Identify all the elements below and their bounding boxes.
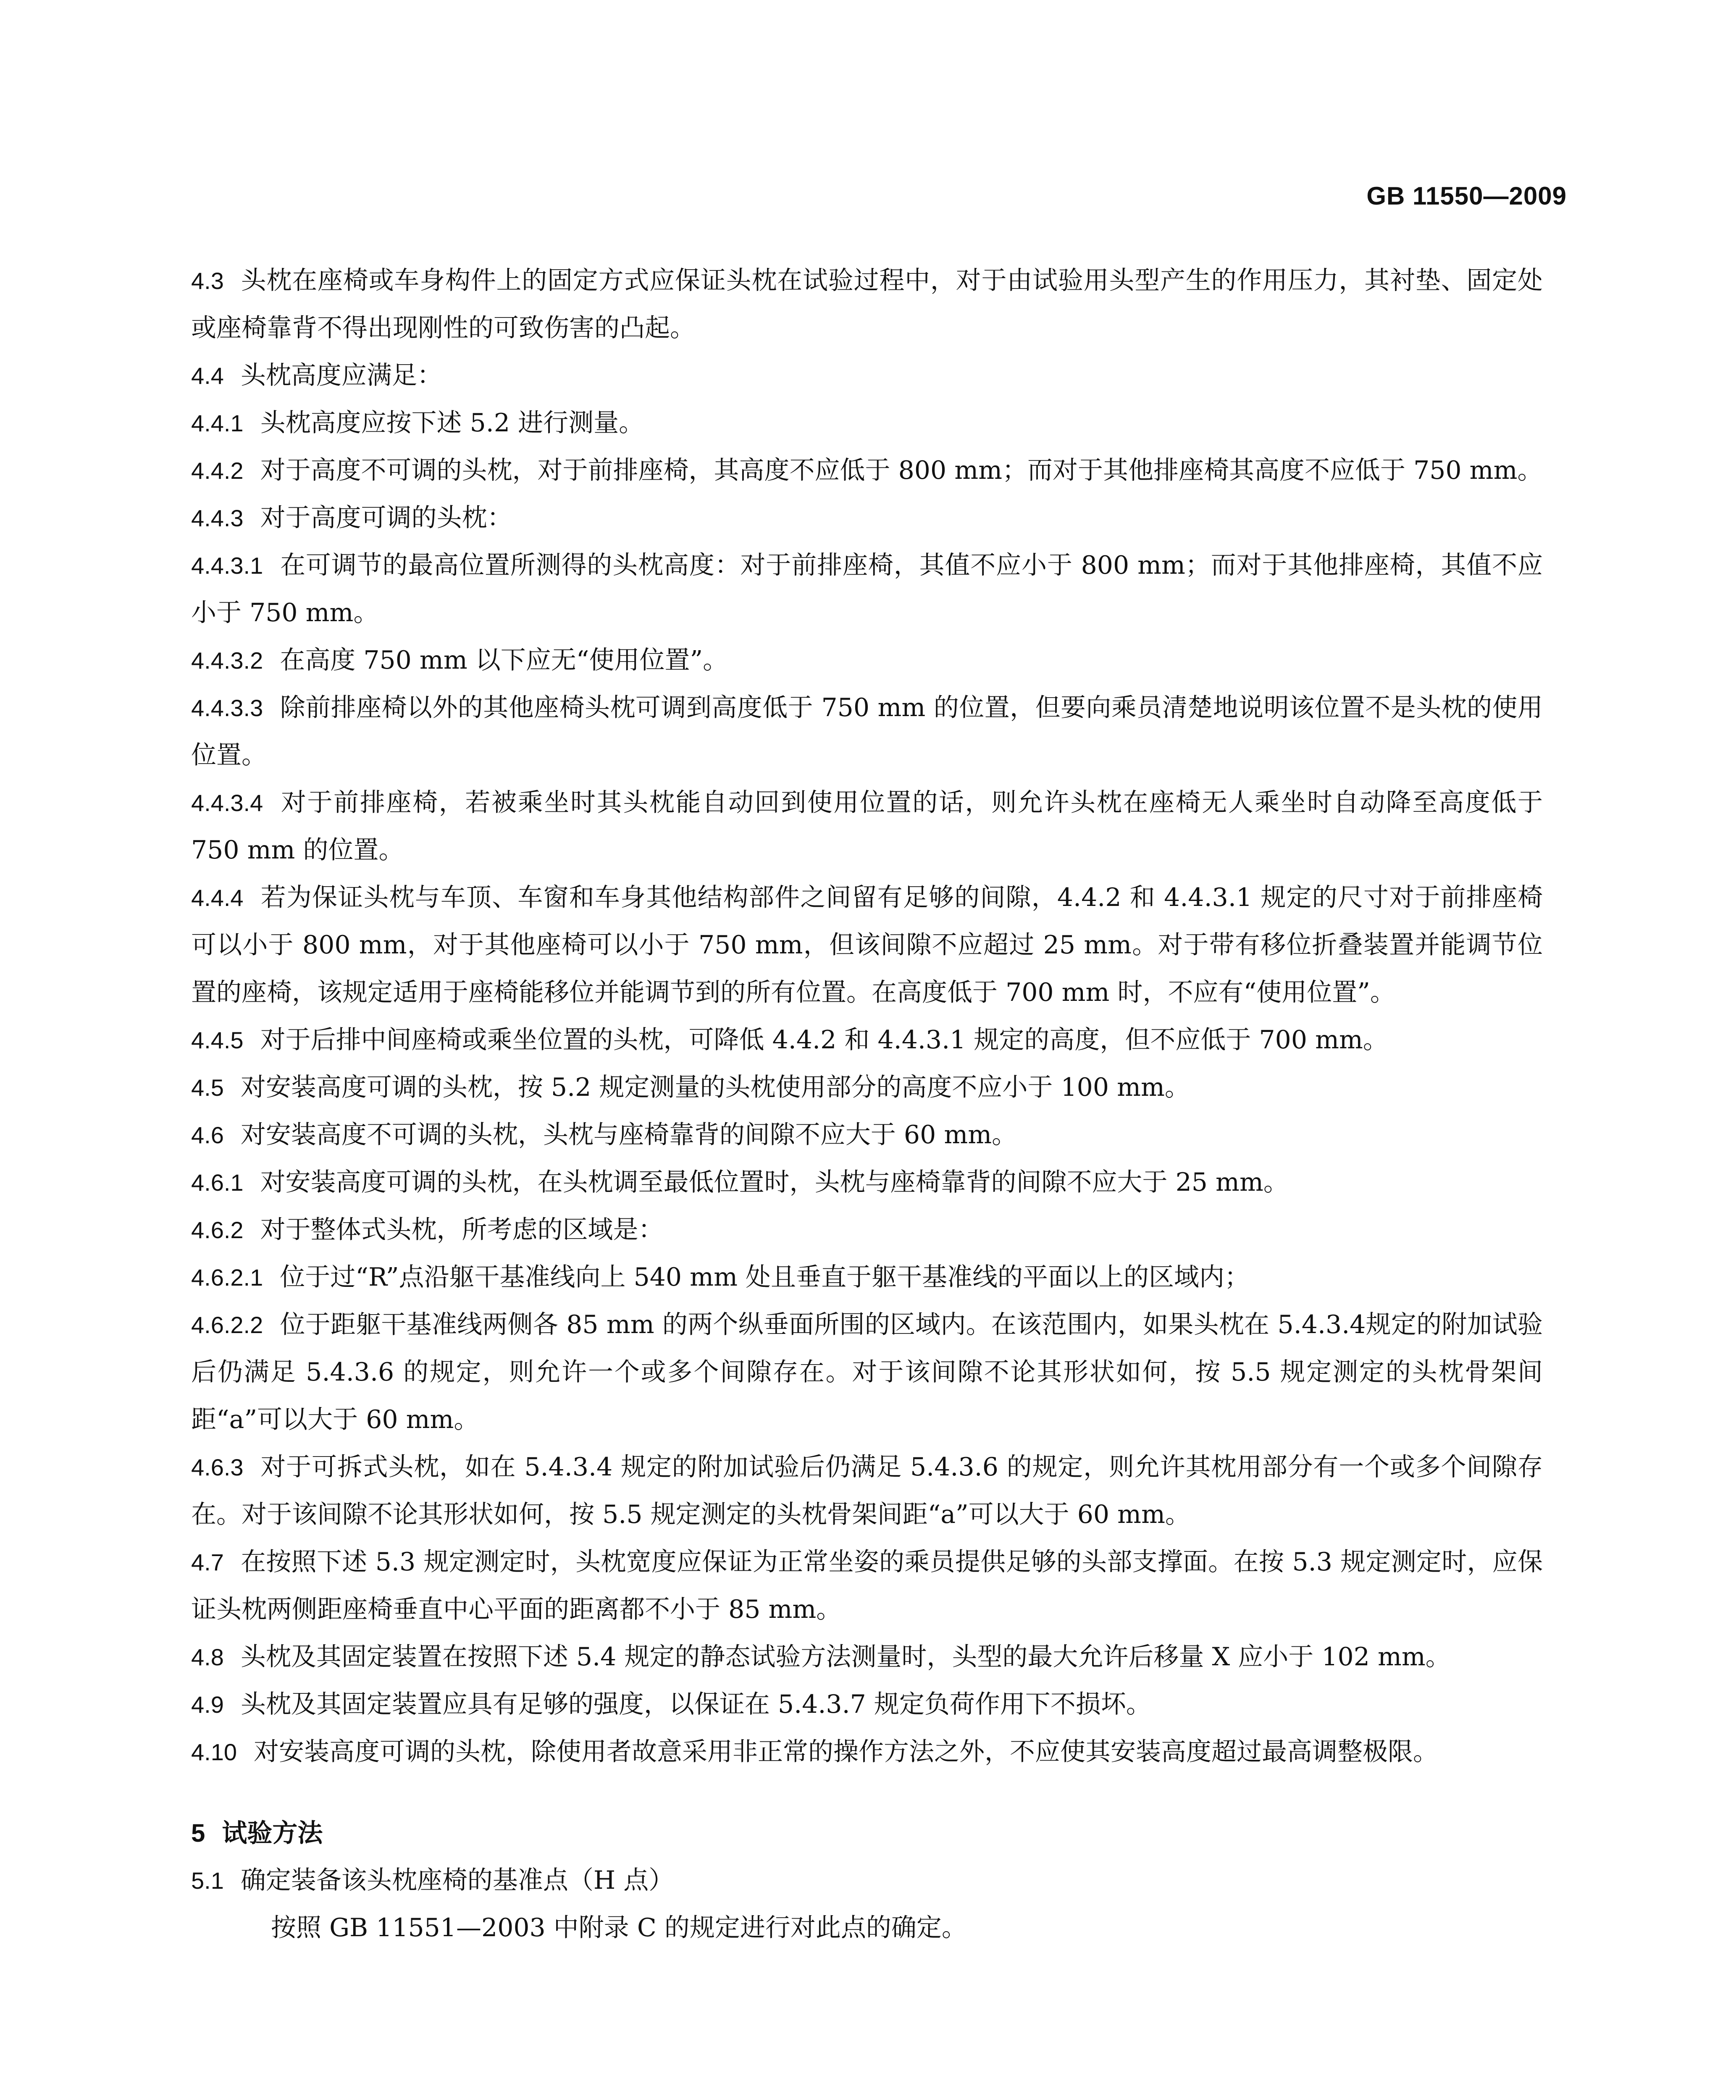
clause-text: 对安装高度可调的头枕，在头枕调至最低位置时，头枕与座椅靠背的间隙不应大于 25 mm。: [260, 1168, 1289, 1197]
clause: [191, 542, 1543, 637]
clause-text: 头枕高度应按下述 5.2 进行测量。: [260, 408, 644, 438]
clause-number: 4.4: [191, 362, 224, 389]
clause: [191, 1301, 1543, 1444]
section-heading: [191, 1809, 1543, 1857]
clause-text: 头枕及其固定装置在按照下述 5.4 规定的静态试验方法测量时，头型的最大允许后移量 X 应小于 102 mm。: [240, 1642, 1451, 1672]
clause-number: 4.4.5: [191, 1027, 244, 1053]
document-id: GB 11550—2009: [1366, 182, 1567, 210]
clause-number: 4.6.2.1: [191, 1264, 263, 1291]
clause-list: [191, 257, 1543, 1776]
clause-5-1: [191, 1857, 1543, 1904]
clause: [191, 779, 1543, 874]
clause: [191, 1111, 1543, 1159]
clause-number: 4.6: [191, 1122, 224, 1148]
clause-number: 4.10: [191, 1739, 237, 1765]
clause-number: 4.5: [191, 1074, 224, 1101]
clause-text: 若为保证头枕与车顶、车窗和车身其他结构部件之间留有足够的间隙，4.4.2 和 4.4.3.1 规定的尺寸对于前排座椅可以小于 800 mm，对于其他座椅可以小于 750 mm，但该间隙不应超过 25 mm。对于带有移位折叠装置并能调节位置的座椅，该规定适用于座椅能移位并能调节到的所有位置。在高度低于 700 mm 时，不应有“使用位置”。: [191, 883, 1543, 1007]
clause: [191, 1159, 1543, 1206]
clause: [191, 1444, 1543, 1538]
clause-number: 4.3: [191, 268, 224, 294]
clause-text: 对于整体式头枕，所考虑的区域是：: [260, 1215, 664, 1244]
clause: [191, 1538, 1543, 1633]
clause-number: 4.4.3.2: [191, 647, 263, 674]
clause: [191, 257, 1543, 352]
document-body: [191, 257, 1543, 1952]
clause-number: 4.6.3: [191, 1454, 244, 1480]
clause-number: 4.4.4: [191, 885, 244, 911]
clause-number: 4.8: [191, 1644, 224, 1670]
clause: [191, 352, 1543, 399]
clause-text: 头枕高度应满足：: [240, 361, 442, 390]
clause: [191, 1254, 1543, 1301]
clause-number: 4.9: [191, 1691, 224, 1718]
clause-number: 4.4.3.1: [191, 552, 263, 579]
clause: [191, 684, 1543, 779]
clause-text: 对于后排中间座椅或乘坐位置的头枕，可降低 4.4.2 和 4.4.3.1 规定的高度，但不应低于 700 mm。: [260, 1025, 1388, 1055]
clause-text: 位于距躯干基准线两侧各 85 mm 的两个纵垂面所围的区域内。在该范围内，如果头枕在 5.4.3.4规定的附加试验后仍满足 5.4.3.6 的规定，则允许一个或多个间隙存在。对于该间隙不论其形状如何，按 5.5 规定测定的头枕骨架间距“a”可以大于 60 mm。: [191, 1310, 1543, 1434]
clause-text: 头枕在座椅或车身构件上的固定方式应保证头枕在试验过程中，对于由试验用头型产生的作用压力，其衬垫、固定处或座椅靠背不得出现刚性的可致伤害的凸起。: [191, 266, 1543, 343]
clause-number: 4.6.2.2: [191, 1312, 263, 1338]
section-number: 5: [191, 1819, 205, 1847]
clause: [191, 494, 1543, 542]
clause-text: 头枕及其固定装置应具有足够的强度，以保证在 5.4.3.7 规定负荷作用下不损坏。: [240, 1690, 1151, 1719]
clause: [191, 1728, 1543, 1776]
clause-number: 4.4.2: [191, 457, 244, 484]
clause-text: 确定装备该头枕座椅的基准点（H 点）: [240, 1866, 674, 1895]
clause-number: 4.6.2: [191, 1217, 244, 1243]
clause: [191, 1016, 1543, 1064]
clause-text: 对于前排座椅，若被乘坐时其头枕能自动回到使用位置的话，则允许头枕在座椅无人乘坐时自动降至高度低于 750 mm 的位置。: [191, 788, 1543, 865]
clause-text: 对于高度不可调的头枕，对于前排座椅，其高度不应低于 800 mm；而对于其他排座椅其高度不应低于 750 mm。: [260, 456, 1543, 485]
clause-text: 在可调节的最高位置所测得的头枕高度：对于前排座椅，其值不应小于 800 mm；而对于其他排座椅，其值不应小于 750 mm。: [191, 551, 1543, 627]
clause-text: 除前排座椅以外的其他座椅头枕可调到高度低于 750 mm 的位置，但要向乘员清楚地说明该位置不是头枕的使用位置。: [191, 693, 1543, 770]
clause-text: 在高度 750 mm 以下应无“使用位置”。: [280, 646, 728, 675]
clause: [191, 1206, 1543, 1254]
clause: [191, 874, 1543, 1016]
paragraph: 按照 GB 11551—2003 中附录 C 的规定进行对此点的确定。: [271, 1913, 967, 1942]
clause-text: 对于可拆式头枕，如在 5.4.3.4 规定的附加试验后仍满足 5.4.3.6 的规定，则允许其枕用部分有一个或多个间隙存在。对于该间隙不论其形状如何，按 5.5 规定测定的头枕骨架间距“a”可以大于 60 mm。: [191, 1452, 1543, 1529]
clause-number: 4.7: [191, 1549, 224, 1575]
clause-number: 4.4.3: [191, 505, 244, 531]
clause-number: 5.1: [191, 1867, 224, 1894]
clause-text: 对于高度可调的头枕：: [260, 503, 512, 533]
clause-text: 对安装高度可调的头枕，除使用者故意采用非正常的操作方法之外，不应使其安装高度超过最高调整极限。: [254, 1737, 1438, 1767]
clause: [191, 447, 1543, 494]
clause: [191, 399, 1543, 447]
clause-text: 在按照下述 5.3 规定测定时，头枕宽度应保证为正常坐姿的乘员提供足够的头部支撑面。在按 5.3 规定测定时，应保证头枕两侧距座椅垂直中心平面的距离都不小于 85 mm。: [191, 1547, 1543, 1624]
clause: [191, 637, 1543, 684]
clause-number: 4.4.3.4: [191, 790, 263, 816]
clause-number: 4.6.1: [191, 1169, 244, 1196]
clause-text: 位于过“R”点沿躯干基准线向上 540 mm 处且垂直于躯干基准线的平面以上的区域内；: [280, 1263, 1250, 1292]
clause: [191, 1681, 1543, 1728]
clause-number: 4.4.1: [191, 410, 244, 436]
clause: [191, 1633, 1543, 1681]
clause-text: 对安装高度不可调的头枕，头枕与座椅靠背的间隙不应大于 60 mm。: [240, 1120, 1017, 1150]
clause-text: 对安装高度可调的头枕，按 5.2 规定测量的头枕使用部分的高度不应小于 100 mm。: [240, 1073, 1190, 1102]
clause: [191, 1064, 1543, 1111]
section-title: 试验方法: [222, 1819, 323, 1847]
clause-number: 4.4.3.3: [191, 695, 263, 721]
